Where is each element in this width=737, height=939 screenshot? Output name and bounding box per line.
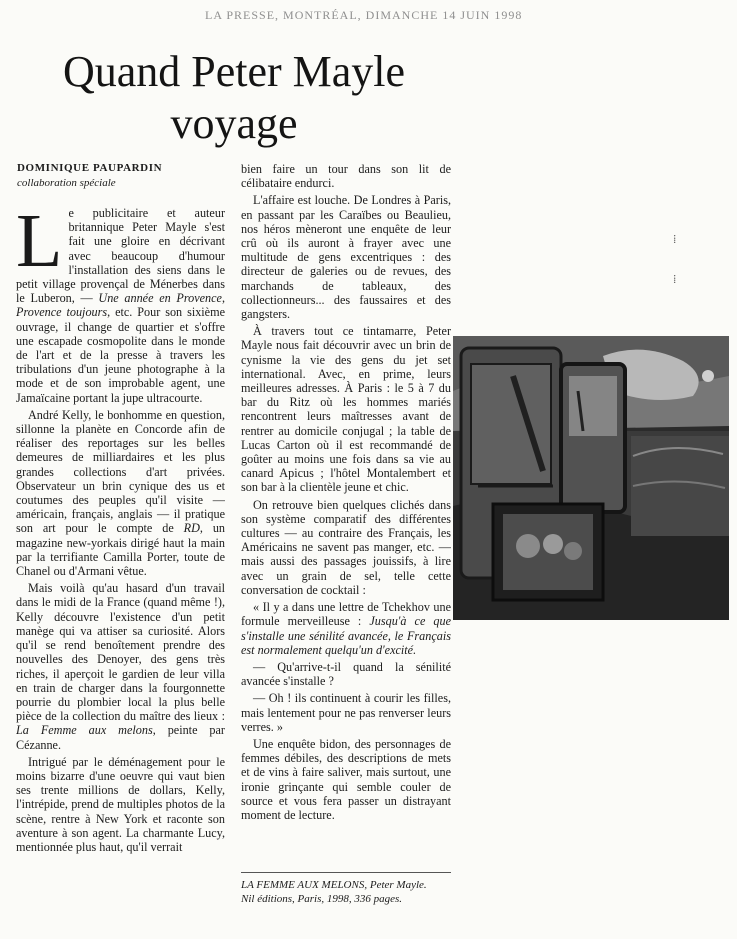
paragraph-3: Mais voilà qu'au hasard d'un travail dans le midi de la France (quand même !), Kelly découvre l'existence d'un petit manège qui va attiser sa curiosité. Alors qu'il se rend benoîtement prendre des nouvelles des Denoyer, des gens très riches, il aperçoit le gardien de leur villa en train de charger dans la fourgonnette pourrie du plombier local la plus belle pièce de la collection du maître des lieux : La Femme aux melons, peinte par Cézanne. <box>16 581 225 752</box>
page-header: LA PRESSE, MONTRÉAL, DIMANCHE 14 JUIN 1998 <box>205 8 523 22</box>
paragraph-8: On retrouve bien quelques clichés dans son système comparatif des différentes cultures — au contraire des Français, les Américains ne savent pas manger, etc. — mais aussi des passages jouissifs, à lire avec un grain de sel, telle cette conversation de cocktail : <box>241 497 451 597</box>
book-title: Une année en Provence <box>98 291 222 306</box>
paragraph-10: — Qu'arrive-t-il quand la sénilité avancée s'installe ? <box>241 659 451 689</box>
scan-mark: ⁞ <box>673 232 677 246</box>
scan-mark: ⁞ <box>673 272 677 286</box>
headline-line-1: Quand Peter Mayle <box>62 47 406 96</box>
paragraph-6: L'affaire est louche. De Londres à Paris, en passant par les Caraïbes ou Beaulieu, nos héros mèneront une enquête de leur crû où ils auront à frayer avec une multitude de gens excentriques : des directeur de galeries ou de revues, des marchands de tableaux, des collectionneurs... des faussaires et des gangsters. <box>241 193 451 322</box>
chekhov-quote: Jusqu'à ce que s'installe une sénilité avancée, le Français est normalement quelqu'un d'excité. <box>241 614 451 657</box>
painting-image <box>453 336 729 620</box>
drop-cap: L <box>16 206 63 283</box>
article-column-1 <box>16 206 225 918</box>
credit-divider <box>241 872 451 873</box>
byline-author: DOMINIQUE PAUPARDIN <box>17 162 163 174</box>
article-column-2 <box>241 162 451 870</box>
painting-title: La Femme aux melons <box>16 723 153 738</box>
paragraph-7: À travers tout ce tintamarre, Peter Mayle nous fait découvrir avec un brin de cynisme la vie des gens du jet set international. Avec, en prime, leurs meilleures adresses. À Paris : le 5 à 7 du bar du Ritz où les hommes mariés rencontrent leurs maîtresses avant de rentrer au domicile conjugal ; la table de Lucas Carton où il est recommandé de goûter au moins une fois dans sa vie au canard Apicus ; l'hôtel Montalembert et son bar à la clientèle jeune et chic. <box>241 324 451 495</box>
headline-line-2: voyage <box>170 99 298 148</box>
book-title: Provence toujours <box>16 305 108 320</box>
paragraph-2: André Kelly, le bonhomme en question, sillonne la planète en Concorde afin de réaliser des reportages sur les belles demeures de milliardaires et les plus grandes collections d'art privées. Observateur un brin cynique des us et coutumes des peuples qu'il visite — américain, français, anglais — il pratique son art pour le compte de RD, un magazine new-yorkais dirigé haut la main par la terrifiante Camilla Porter, toute de Chanel ou d'Armani vêtue. <box>16 407 225 579</box>
painting-photo <box>453 336 729 620</box>
book-credit <box>241 878 456 906</box>
byline-role: collaboration spéciale <box>17 177 116 189</box>
credit-line-1: LA FEMME AUX MELONS, Peter Mayle. <box>241 879 427 891</box>
magazine-name: RD <box>183 521 200 536</box>
paragraph-5: bien faire un tour dans son lit de célibataire endurci. <box>241 162 451 191</box>
paragraph-12: Une enquête bidon, des personnages de femmes débiles, des descriptions de mets et de vins à faire saliver, mais surtout, une ironie grinçante qui semble couler de source et vous fera passer un distrayant moment de lecture. <box>241 736 451 822</box>
paragraph-1: Le publicitaire et auteur britannique Peter Mayle s'est fait une gloire en décrivant avec beaucoup d'humour l'installation des siens dans le petit village provençal de Ménerbes dans le Luberon, — Une année en Provence, Provence toujours, etc. Pour son sixième ouvrage, il change de quartier et s'offre une escapade cosmopolite dans le monde de l'art et de la presse à travers les tribulations d'un jeune photographe à la mode et de son improbable agent, une Jamaïcaine portant la jupe ultracourte. <box>16 206 225 405</box>
article-headline <box>14 46 454 150</box>
paragraph-4: Intrigué par le déménagement pour le moins bizarre d'une oeuvre qui vaut bien ses trente millions de dollars, Kelly, l'intrépide, prend de multiples photos de la scène, rentre à New York et raconte son aventure à son agent. La charmante Lucy, mentionnée plus haut, qu'il verrait <box>16 754 225 854</box>
credit-line-2: Nil éditions, Paris, 1998, 336 pages. <box>241 893 403 905</box>
paragraph-9: « Il y a dans une lettre de Tchekhov une formule merveilleuse : Jusqu'à ce que s'installe une sénilité avancée, le Français est normalement quelqu'un d'excité. <box>241 600 451 657</box>
paragraph-11: — Oh ! ils continuent à courir les filles, mais lentement pour ne pas renverser leurs verres. » <box>241 691 451 734</box>
